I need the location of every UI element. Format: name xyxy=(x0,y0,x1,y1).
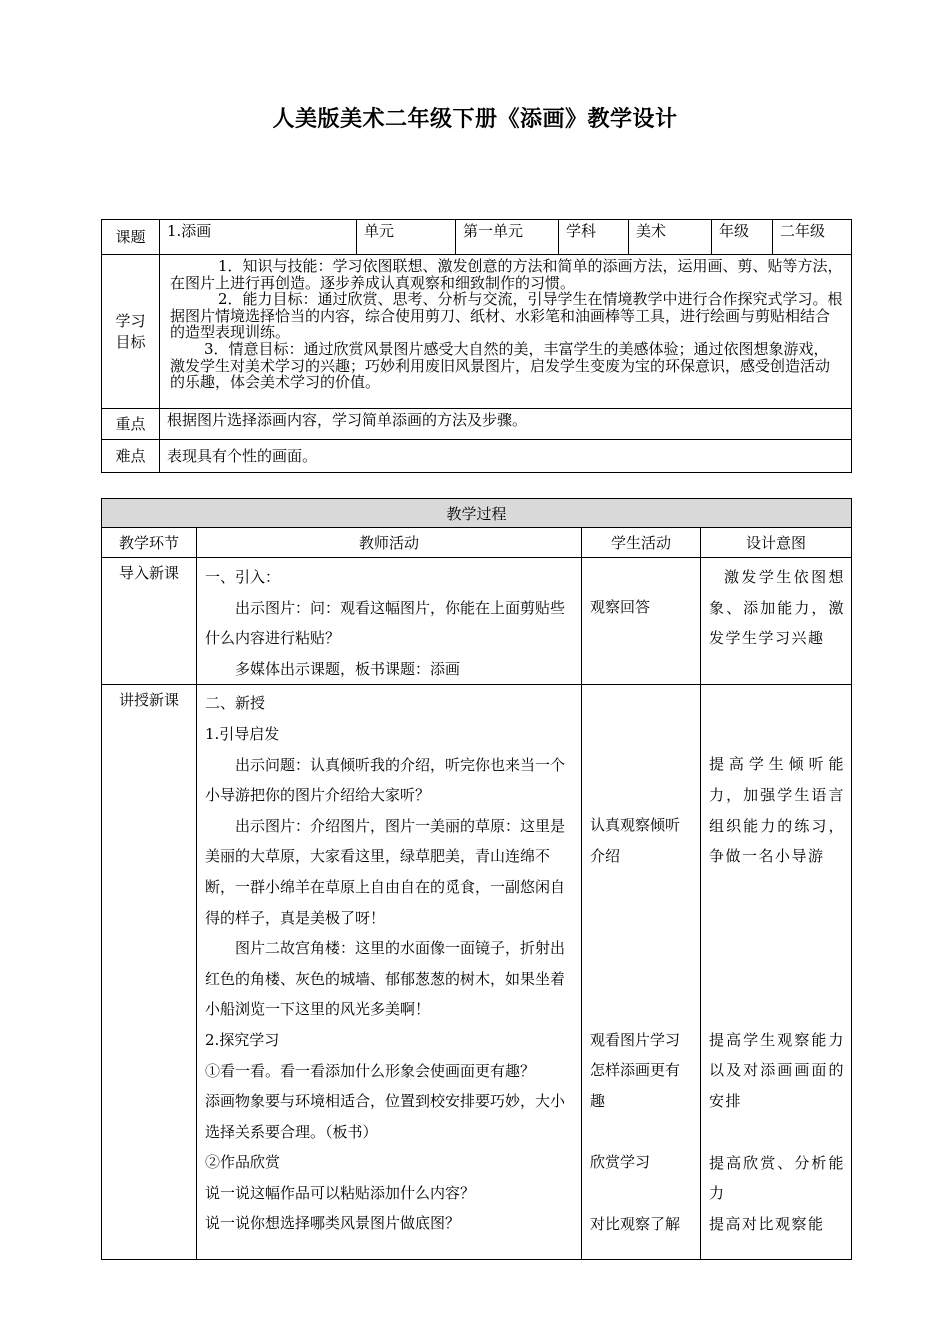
student-new-3: 欣赏学习 xyxy=(590,1153,651,1172)
student-activity-new xyxy=(582,685,701,1260)
teacher-new-line-11: 说一说你想选择哪类风景图片做底图？ xyxy=(205,1214,461,1233)
course-label: 课题 xyxy=(102,220,160,255)
difficulty-label: 难点 xyxy=(102,440,160,473)
teacher-intro-line-2: 出示图片：问：观看这幅图片，你能在上面剪贴些什么内容进行粘贴？ xyxy=(205,598,566,648)
teacher-new-line-10: 说一说这幅作品可以粘贴添加什么内容？ xyxy=(205,1183,476,1202)
student-new-4: 对比观察了解 xyxy=(590,1214,681,1233)
objective-1: 1．知识与技能：学习依图联想、激发创意的方法和简单的添画方法，运用画、剪、贴等方法，在图片上进行再创造。逐步养成认真观察和细致制作的习惯。 xyxy=(170,257,843,292)
objective-3: 3．情意目标：通过欣赏风景图片感受大自然的美，丰富学生的美感体验；通过依图想象游戏，激发学生对美术学习的兴趣；巧妙利用废旧风景图片，启发学生变废为宝的环保意识，感受创造活动的乐趣，体会美术学习的价值。 xyxy=(170,339,831,392)
teacher-new-line-3: 出示问题：认真倾听我的介绍，听完你也来当一个小导游把你的图片介绍给大家听？ xyxy=(205,755,566,805)
teacher-activity-new xyxy=(197,685,582,1260)
teacher-new-line-9: ②作品欣赏 xyxy=(205,1153,281,1172)
column-header-student: 学生活动 xyxy=(582,528,701,558)
process-heading: 教学过程 xyxy=(102,499,852,528)
column-header-design: 设计意图 xyxy=(701,528,852,558)
design-new-2: 提高学生观察能力以及对添画画面的安排 xyxy=(709,1030,846,1110)
lesson-info-table xyxy=(101,219,852,473)
teacher-intro-line-1: 一、引入： xyxy=(205,568,281,586)
design-intent-new xyxy=(701,685,852,1260)
objectives-label-line-1: 学习 xyxy=(115,311,146,330)
teacher-new-line-7: ①看一看。看一看添加什么形象会使画面更有趣？ xyxy=(205,1061,536,1080)
difficulty-value: 表现具有个性的画面。 xyxy=(160,440,852,473)
unit-label: 单元 xyxy=(357,220,456,255)
design-new-1: 提高学生倾听能力，加强学生语言组织能力的练习，争做一名小导游 xyxy=(709,755,846,866)
teacher-new-line-8: 添画物象要与环境相适合，位置到校安排要巧妙，大小选择关系要合理。（板书） xyxy=(205,1092,566,1141)
teacher-new-line-1: 二、新授 xyxy=(205,694,266,713)
objectives-label-line-2: 目标 xyxy=(115,332,146,351)
objectives-label xyxy=(102,255,160,409)
stage-intro: 导入新课 xyxy=(102,558,197,685)
key-point-value: 根据图片选择添画内容，学习简单添画的方法及步骤。 xyxy=(160,409,852,440)
column-header-stage: 教学环节 xyxy=(102,528,197,558)
design-intent-intro xyxy=(701,558,852,685)
stage-new-lesson: 讲授新课 xyxy=(102,685,197,1260)
teacher-activity-intro xyxy=(197,558,582,685)
teacher-new-line-4: 出示图片：介绍图片，图片一美丽的草原：这里是美丽的大草原，大家看这里，绿草肥美，青山连绵不断，一群小绵羊在草原上自由自在的觅食，一副悠闲自得的样子，真是美极了呀！ xyxy=(205,816,566,927)
student-activity-intro xyxy=(582,558,701,685)
subject-value: 美术 xyxy=(629,220,712,255)
unit-value: 第一单元 xyxy=(456,220,559,255)
design-new-4: 提高对比观察能 xyxy=(709,1214,825,1233)
teacher-new-line-2: 1.引导启发 xyxy=(205,724,280,743)
grade-value: 二年级 xyxy=(773,220,852,255)
student-new-2: 观看图片学习怎样添画更有趣 xyxy=(590,1030,681,1110)
key-point-label: 重点 xyxy=(102,409,160,440)
teaching-process-table xyxy=(101,498,852,1260)
objectives-cell xyxy=(160,255,852,409)
column-header-teacher: 教师活动 xyxy=(197,528,582,558)
teacher-intro-line-3: 多媒体出示课题，板书课题：添画 xyxy=(235,659,461,678)
teacher-new-line-5: 图片二故宫角楼：这里的水面像一面镜子，折射出红色的角楼、灰色的城墙、郁郁葱葱的树木，如果坐着小船浏览一下这里的风光多美啊！ xyxy=(205,939,566,1019)
student-new-1: 认真观察倾听介绍 xyxy=(590,816,681,865)
design-intro-text: 激发学生依图想象、添加能力，激发学生学习兴趣 xyxy=(709,568,846,648)
student-intro-text: 观察回答 xyxy=(590,598,651,616)
document-title: 人美版美术二年级下册《添画》教学设计 xyxy=(272,107,678,132)
design-new-3: 提高欣赏、分析能力 xyxy=(709,1153,846,1203)
teacher-new-line-6: 2.探究学习 xyxy=(205,1030,280,1049)
subject-label: 学科 xyxy=(559,220,629,255)
grade-label: 年级 xyxy=(712,220,773,255)
objective-2: 2．能力目标：通过欣赏、思考、分析与交流，引导学生在情境教学中进行合作探究式学习。根据图片情境选择恰当的内容，综合使用剪刀、纸材、水彩笔和油画棒等工具，进行绘画与剪贴相结合的造型表现训练。 xyxy=(170,290,843,342)
course-value: 1.添画 xyxy=(160,220,357,255)
